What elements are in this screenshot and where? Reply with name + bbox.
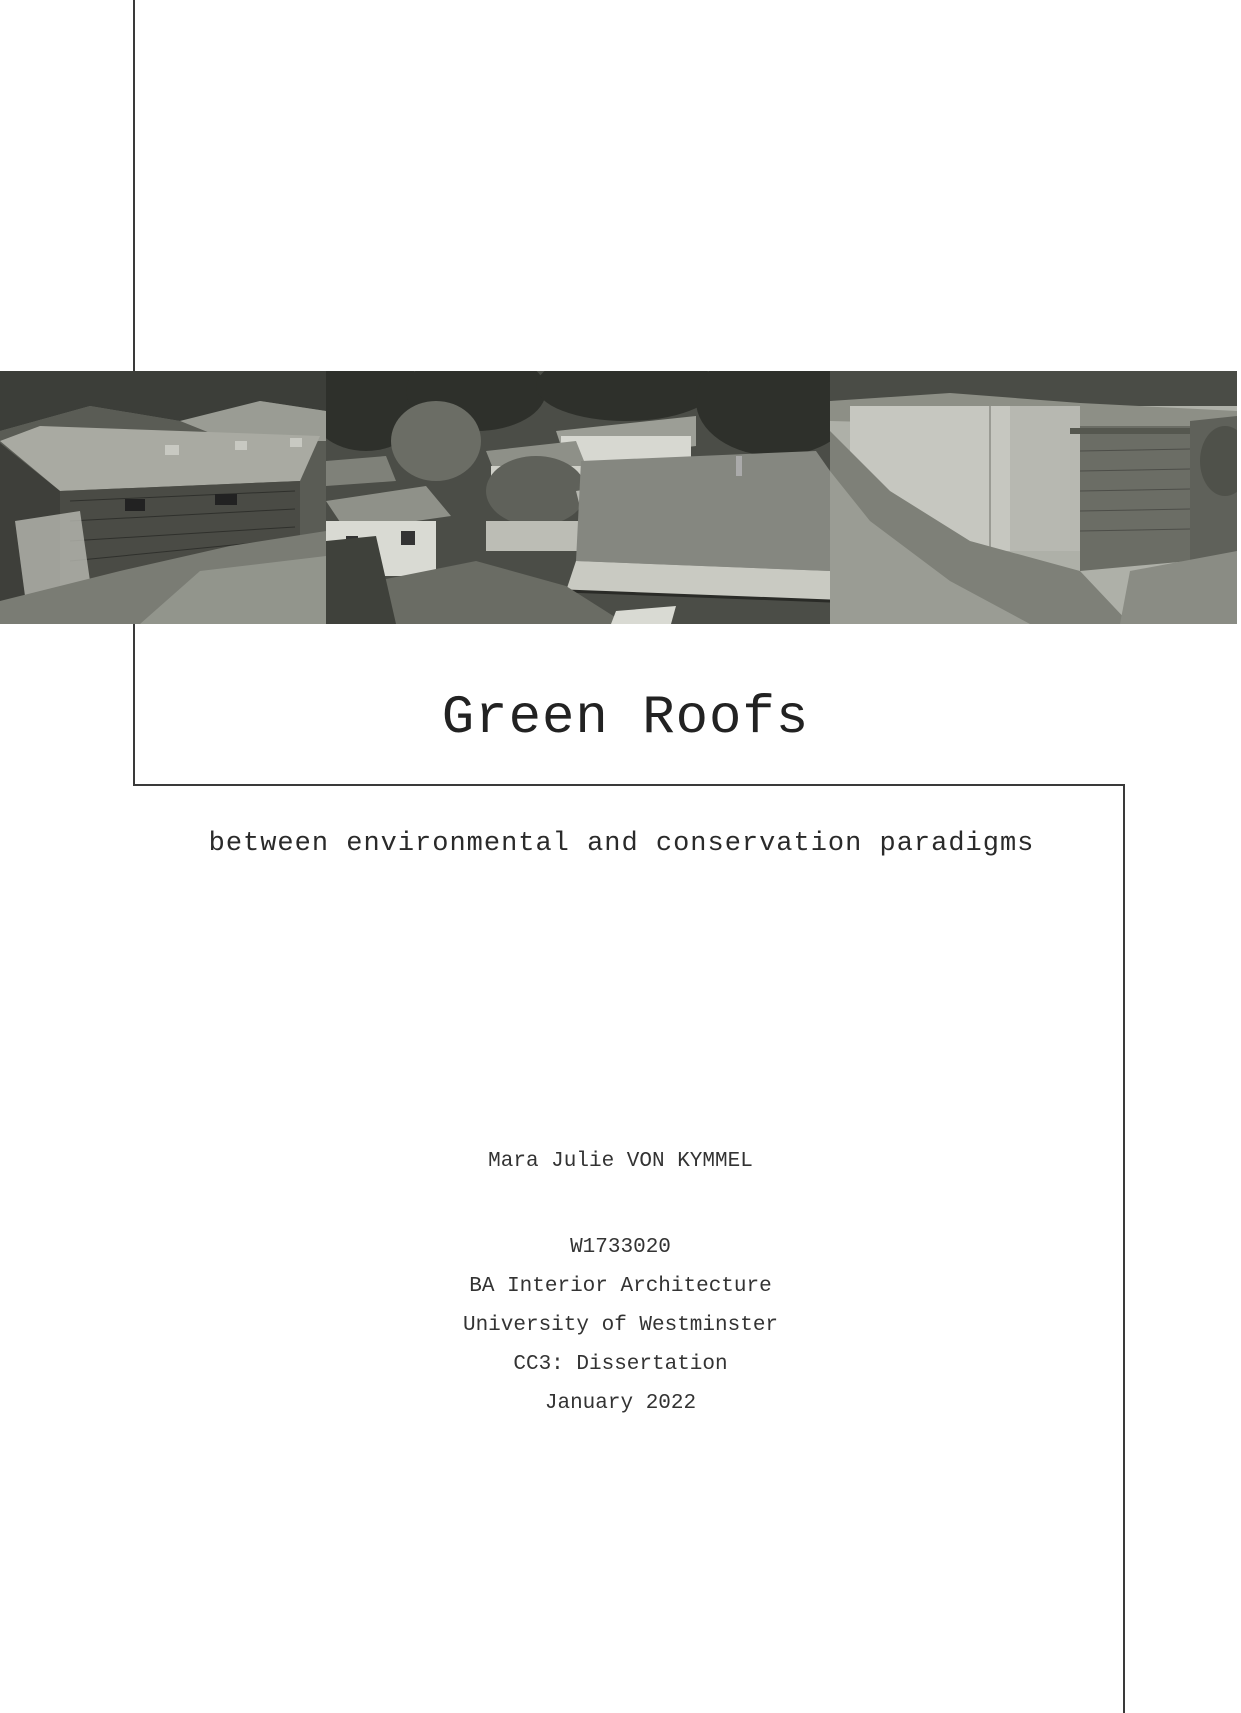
document-subtitle: between environmental and conservation paradigms	[208, 829, 1035, 859]
photo-strip	[0, 371, 1237, 624]
student-id: W1733020	[570, 1236, 671, 1259]
submission-date: January 2022	[544, 1392, 697, 1415]
module-name: CC3: Dissertation	[513, 1353, 728, 1376]
photo-concrete-building	[830, 371, 1237, 624]
frame-line-horizontal	[133, 784, 1125, 786]
photo-grass-roof-houses	[326, 371, 830, 624]
submission-details	[0, 1228, 1241, 1423]
author-name: Mara Julie VON KYMMEL	[488, 1150, 753, 1173]
document-title: Green Roofs	[441, 688, 810, 749]
university-name: University of Westminster	[462, 1314, 779, 1337]
photo-timber-house	[0, 371, 326, 624]
course-name: BA Interior Architecture	[469, 1275, 772, 1298]
